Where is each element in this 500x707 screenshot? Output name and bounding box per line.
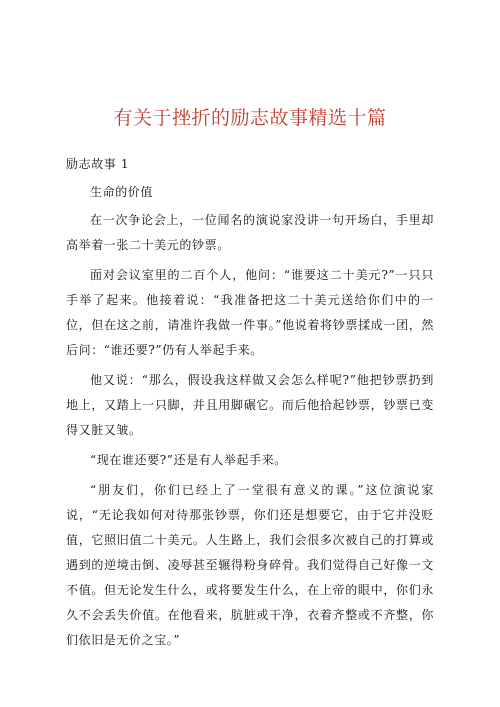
paragraph: 他又说：“那么，假设我这样做又会怎么样呢?”他把钞票扔到地上，又踏上一只脚，并且用脚碾它。而后他拾起钞票，钞票已变得又脏又皱。 [66,373,434,437]
document-body [66,152,434,658]
document-title: 有关于挫折的励志故事精选十篇 [113,107,387,129]
section-title: 生命的价值 [90,185,154,199]
paragraph: “朋友们，你们已经上了一堂很有意义的课。”这位演说家说，“无论我如何对待那张钞票，你们还是想要它，由于它并没贬值，它照旧值二十美元。人生路上，我们会很多次被自己的打算或遇到的逆境击倒、凌辱甚至辗得粉身碎骨。我们觉得自己好像一文不值。但无论发生什么，或将要发生什么，在上帝的眼中，你们永久不会丢失价值。在他看来，肮脏或干净，衣着齐整或不齐整，你们依旧是无价之宝。” [66,483,434,647]
story-label: 励志故事 1 [66,157,130,171]
paragraph: “现在谁还要?”还是有人举起手来。 [90,453,287,467]
paragraph: 面对会议室里的二百个人，他问：“谁要这二十美元?”一只只手举了起来。他接着说：“我准备把这二十美元送给你们中的一位，但在这之前，请准许我做一件事。”他说着将钞票揉成一团，然后问：“谁还要?”仍有人举起手来。 [66,268,434,357]
paragraph: 在一次争论会上，一位闻名的演说家没讲一句开场白，手里却高举着一张二十美元的钞票。 [66,213,434,252]
